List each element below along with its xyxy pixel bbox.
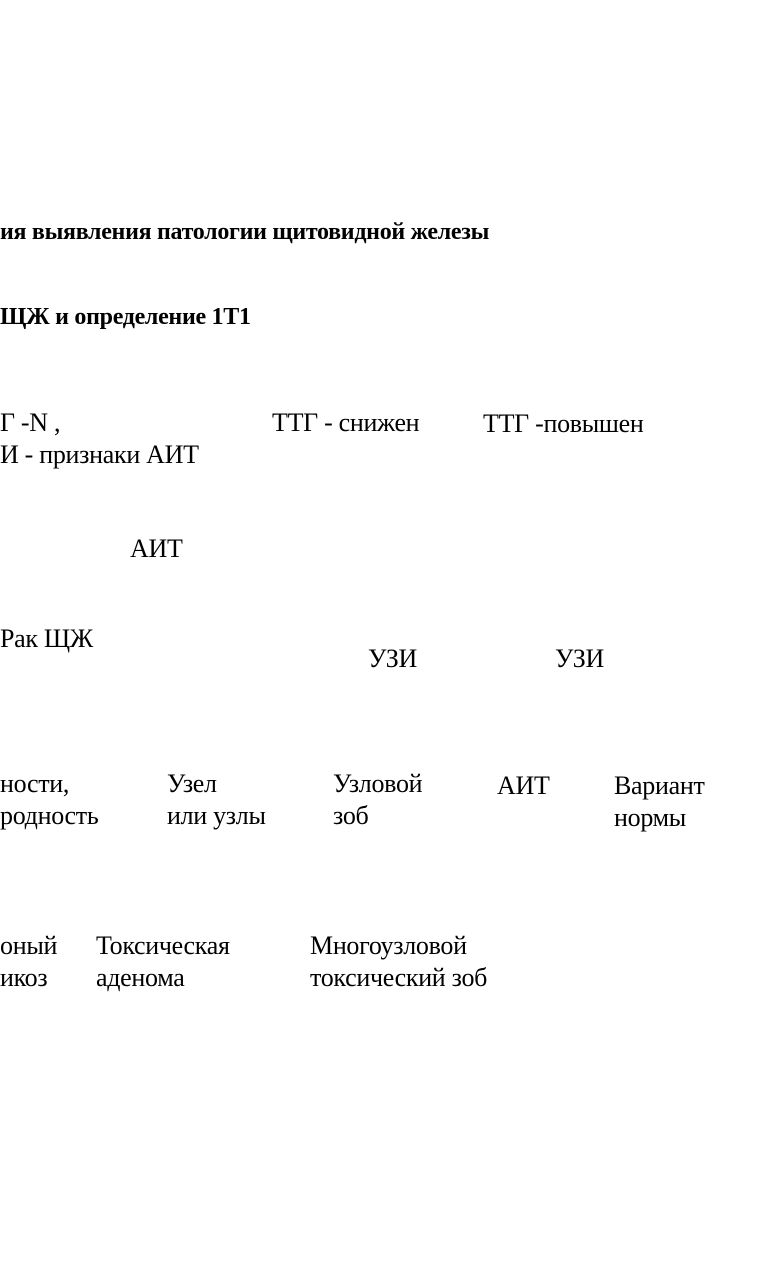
node-line-2: или узлы [167, 801, 266, 830]
heterogeneity-line-2: родность [0, 801, 99, 830]
norm-variant-line-1: Вариант [614, 771, 705, 800]
ttg-high-label: ТТГ -повышен [483, 409, 644, 438]
ultrasound-label-1: УЗИ [368, 644, 417, 673]
ttg-low-label: ТТГ - снижен [272, 408, 420, 437]
nodular-goiter-line-1: Узловой [333, 769, 423, 798]
ttg-normal-line: Г -N , [0, 408, 61, 437]
node-block [167, 768, 266, 832]
toxic-adenoma-line-2: аденома [96, 963, 185, 992]
ait-result-label: АИТ [497, 771, 550, 800]
multinodular-toxic-goiter-block [310, 930, 487, 994]
nodular-goiter-block [333, 768, 422, 832]
heterogeneity-block [0, 768, 98, 832]
ultrasound-label-2: УЗИ [555, 644, 604, 673]
toxic-adenoma-line-1: Токсическая [96, 931, 230, 960]
thyrotoxicosis-block [0, 930, 57, 994]
node-line-1: Узел [167, 769, 217, 798]
nodular-goiter-line-2: зоб [333, 801, 369, 830]
thyroid-cancer-label: Рак ЩЖ [0, 624, 93, 653]
ait-label: АИТ [130, 534, 183, 563]
thyrotoxicosis-line-2: икоз [0, 963, 48, 992]
heterogeneity-line-1: ности, [0, 769, 70, 798]
page-title: ия выявления патологии щитовидной железы [0, 219, 490, 245]
toxic-adenoma-block [96, 930, 230, 994]
norm-variant-line-2: нормы [614, 803, 686, 832]
norm-variant-block [614, 770, 705, 834]
ttg-normal-block [0, 407, 199, 471]
thyrotoxicosis-line-1: оный [0, 931, 58, 960]
multinodular-line-2: токсический зоб [310, 963, 488, 992]
ait-signs-line: И - признаки АИТ [0, 440, 199, 469]
multinodular-line-1: Многоузловой [310, 931, 467, 960]
page-subtitle: ЩЖ и определение 1Т1 [0, 304, 251, 330]
